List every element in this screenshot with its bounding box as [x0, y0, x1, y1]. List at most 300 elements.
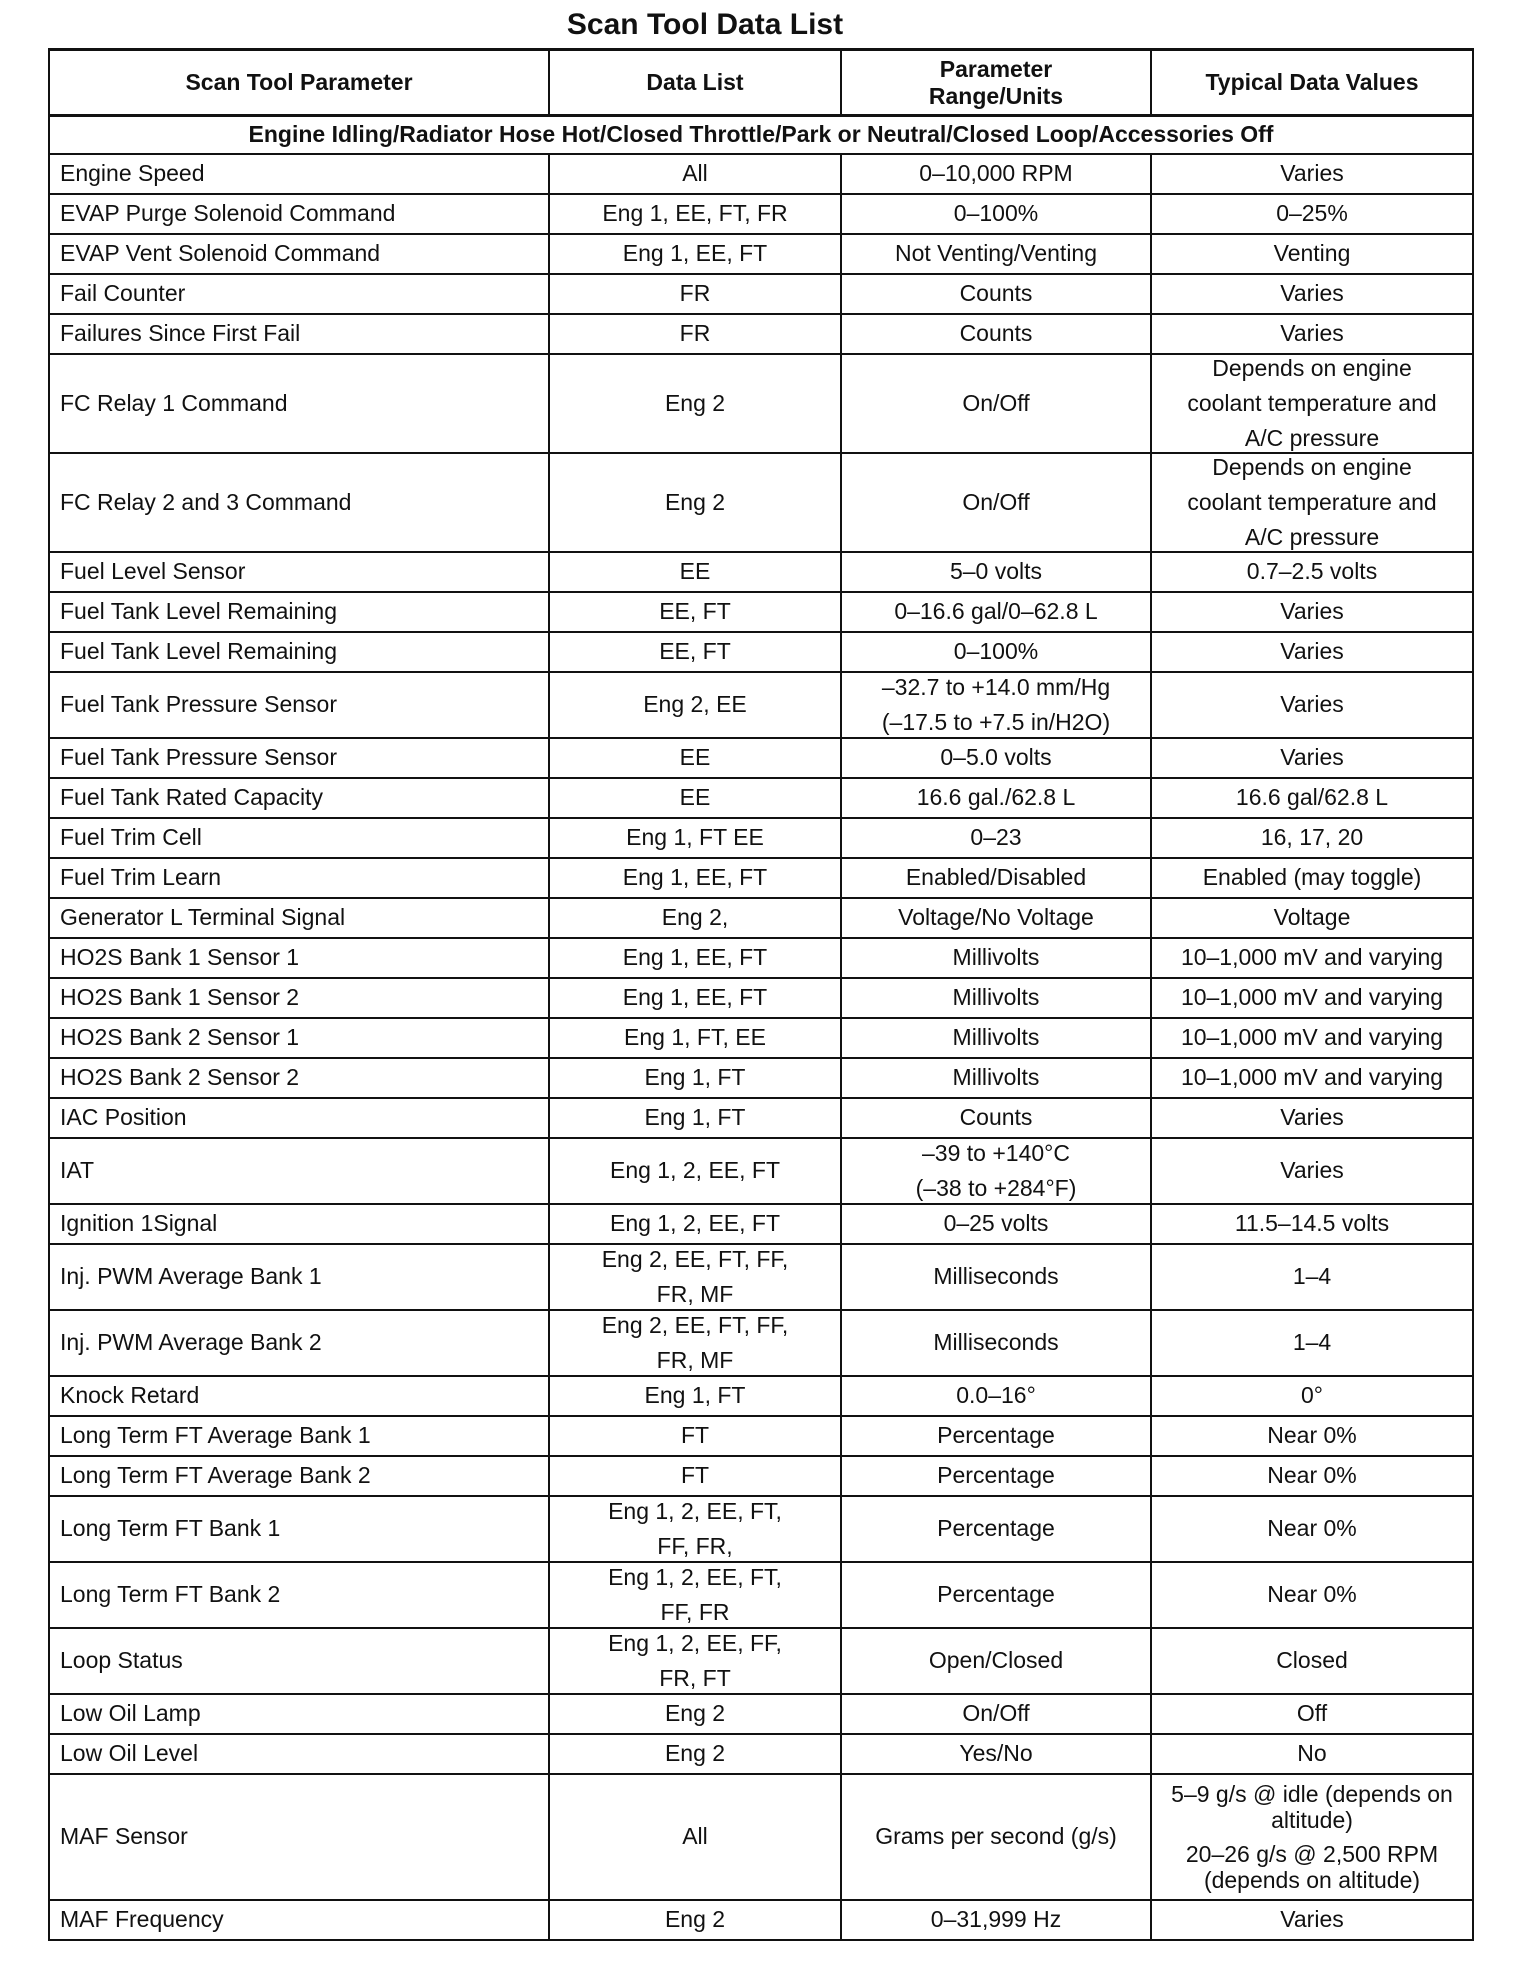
- cell-typical-value-line: coolant temperature and: [1187, 389, 1437, 416]
- cell-parameter: Knock Retard: [49, 1376, 549, 1416]
- table-row: [49, 1058, 1473, 1098]
- cell-typical-value-line: Near 0%: [1267, 1462, 1357, 1488]
- table-row: [49, 552, 1473, 592]
- cell-typical-value: [1151, 898, 1473, 938]
- scan-tool-data-table: [48, 48, 1474, 1941]
- cell-parameter: Long Term FT Average Bank 2: [49, 1456, 549, 1496]
- cell-typical-value-line: Varies: [1280, 691, 1344, 717]
- cell-data-list-line: EE: [679, 558, 711, 584]
- cell-range-units-line: 0–10,000 RPM: [919, 160, 1073, 186]
- cell-range-units: [841, 1456, 1151, 1496]
- cell-data-list-line: FR, MF: [656, 1280, 734, 1307]
- cell-range-units: [841, 632, 1151, 672]
- cell-data-list-line: Eng 1, 2, EE, FT,: [608, 1563, 782, 1590]
- cell-range-units-line: Millivolts: [952, 1024, 1040, 1050]
- table-row: [49, 1098, 1473, 1138]
- cell-typical-value-line: Varies: [1280, 744, 1344, 770]
- cell-range-units: [841, 1774, 1151, 1900]
- cell-data-list-line: Eng 2: [664, 389, 726, 416]
- cell-parameter: HO2S Bank 1 Sensor 2: [49, 978, 549, 1018]
- cell-data-list-line: Eng 2: [664, 1740, 726, 1766]
- cell-data-list: [549, 938, 841, 978]
- cell-data-list: [549, 314, 841, 354]
- cell-range-units: [841, 1416, 1151, 1456]
- cell-data-list-line: Eng 1, EE, FT: [622, 864, 768, 890]
- cell-data-list: [549, 898, 841, 938]
- cell-range-units: [841, 1734, 1151, 1774]
- cell-range-units-line: Millivolts: [952, 984, 1040, 1010]
- cell-range-units-line: Yes/No: [959, 1740, 1033, 1766]
- table-row: [49, 898, 1473, 938]
- cell-data-list-line: FF, FR,: [657, 1532, 733, 1559]
- cell-range-units-line: 0.0–16°: [956, 1382, 1036, 1408]
- cell-range-units: [841, 154, 1151, 194]
- cell-data-list-line: Eng 1, FT: [644, 1104, 746, 1130]
- cell-parameter: Low Oil Level: [49, 1734, 549, 1774]
- cell-typical-value: [1151, 453, 1473, 552]
- cell-parameter: IAC Position: [49, 1098, 549, 1138]
- table-row: [49, 1204, 1473, 1244]
- table-row: [49, 1416, 1473, 1456]
- cell-typical-value-line: 16.6 gal/62.8 L: [1235, 784, 1389, 810]
- cell-typical-value-line: 10–1,000 mV and varying: [1180, 1024, 1444, 1050]
- cell-range-units-line: 0–100%: [953, 200, 1039, 226]
- cell-range-units: [841, 1376, 1151, 1416]
- cell-data-list: [549, 1774, 841, 1900]
- cell-data-list: [549, 978, 841, 1018]
- table-row: [49, 453, 1473, 552]
- cell-data-list-line: FT: [680, 1462, 710, 1488]
- cell-typical-value: [1151, 1628, 1473, 1694]
- cell-typical-value-line: Varies: [1280, 638, 1344, 664]
- cell-data-list-line: FT: [680, 1422, 710, 1448]
- cell-range-units-line: On/Off: [962, 1700, 1030, 1726]
- cell-typical-value-line: 0°: [1301, 1382, 1323, 1408]
- cell-data-list: [549, 1562, 841, 1628]
- cell-range-units: [841, 1204, 1151, 1244]
- cell-data-list: [549, 1018, 841, 1058]
- cell-data-list: [549, 858, 841, 898]
- table-row: [49, 1376, 1473, 1416]
- cell-typical-value: [1151, 978, 1473, 1018]
- cell-range-units-line: (–38 to +284°F): [915, 1174, 1077, 1201]
- cell-data-list-line: Eng 1, EE, FT: [622, 984, 768, 1010]
- table-row: [49, 1774, 1473, 1900]
- cell-parameter: Fuel Trim Learn: [49, 858, 549, 898]
- cell-typical-value-line: coolant temperature and: [1187, 488, 1437, 515]
- table-row: [49, 978, 1473, 1018]
- table-row: [49, 234, 1473, 274]
- cell-typical-value-line: 0.7–2.5 volts: [1246, 558, 1378, 584]
- cell-range-units-line: –32.7 to +14.0 mm/Hg: [881, 673, 1111, 700]
- header-typical-values: Typical Data Values: [1151, 50, 1473, 116]
- cell-data-list: [549, 552, 841, 592]
- cell-range-units-line: Voltage/No Voltage: [898, 904, 1094, 930]
- cell-parameter: Failures Since First Fail: [49, 314, 549, 354]
- cell-parameter: Fuel Tank Pressure Sensor: [49, 738, 549, 778]
- cell-typical-value-line: Varies: [1280, 160, 1344, 186]
- cell-range-units-line: 0–5.0 volts: [940, 744, 1052, 770]
- cell-typical-value: [1151, 1496, 1473, 1562]
- cell-data-list-line: Eng 1, EE, FT, FR: [602, 200, 788, 226]
- cell-data-list: [549, 1628, 841, 1694]
- cell-data-list-line: Eng 1, FT: [644, 1382, 746, 1408]
- cell-range-units: [841, 552, 1151, 592]
- cell-data-list: [549, 1734, 841, 1774]
- cell-parameter: Fuel Tank Level Remaining: [49, 592, 549, 632]
- cell-typical-value-line: Closed: [1276, 1647, 1348, 1673]
- cell-range-units-line: Open/Closed: [928, 1647, 1064, 1673]
- cell-typical-value-line: Varies: [1280, 280, 1344, 306]
- table-row: [49, 1694, 1473, 1734]
- cell-data-list-line: All: [682, 1823, 708, 1849]
- cell-typical-value-line: No: [1297, 1740, 1327, 1766]
- cell-range-units: [841, 234, 1151, 274]
- cell-typical-value-line: Enabled (may toggle): [1202, 864, 1422, 890]
- cell-typical-value: [1151, 818, 1473, 858]
- table-row: [49, 274, 1473, 314]
- table-row: [49, 354, 1473, 453]
- cell-range-units: [841, 354, 1151, 453]
- cell-parameter: EVAP Vent Solenoid Command: [49, 234, 549, 274]
- cell-data-list-line: Eng 2, EE, FT, FF,: [601, 1311, 789, 1338]
- table-row: [49, 1310, 1473, 1376]
- cell-parameter: Ignition 1Signal: [49, 1204, 549, 1244]
- cell-range-units: [841, 1098, 1151, 1138]
- cell-typical-value: [1151, 858, 1473, 898]
- cell-data-list-line: FR: [679, 320, 711, 346]
- cell-data-list-line: Eng 2,: [661, 904, 729, 930]
- cell-range-units: [841, 738, 1151, 778]
- cell-range-units: [841, 1058, 1151, 1098]
- cell-range-units-line: Millivolts: [952, 944, 1040, 970]
- cell-range-units: [841, 672, 1151, 738]
- cell-data-list: [549, 234, 841, 274]
- cell-parameter: Fail Counter: [49, 274, 549, 314]
- cell-typical-value-line: 5–9 g/s @ idle (depends on altitude): [1171, 1780, 1453, 1833]
- cell-typical-value-line: 16, 17, 20: [1260, 824, 1364, 850]
- cell-parameter: Fuel Trim Cell: [49, 818, 549, 858]
- cell-typical-value: [1151, 314, 1473, 354]
- cell-typical-value: [1151, 1774, 1473, 1900]
- cell-typical-value-line: Varies: [1280, 1906, 1344, 1932]
- cell-data-list: [549, 738, 841, 778]
- cell-range-units-line: On/Off: [962, 488, 1030, 515]
- cell-parameter: MAF Sensor: [49, 1774, 549, 1900]
- cell-range-units: [841, 818, 1151, 858]
- cell-range-units-line: Milliseconds: [933, 1263, 1059, 1289]
- cell-typical-value: [1151, 154, 1473, 194]
- page-title: Scan Tool Data List: [566, 8, 844, 41]
- cell-data-list: [549, 354, 841, 453]
- cell-data-list-line: Eng 1, EE, FT: [622, 240, 768, 266]
- cell-range-units: [841, 1628, 1151, 1694]
- cell-typical-value: [1151, 1900, 1473, 1940]
- cell-parameter: Long Term FT Average Bank 1: [49, 1416, 549, 1456]
- cell-typical-value: [1151, 778, 1473, 818]
- cell-range-units-line: 16.6 gal./62.8 L: [916, 784, 1076, 810]
- cell-range-units: [841, 1244, 1151, 1310]
- cell-data-list-line: Eng 1, FT: [644, 1064, 746, 1090]
- cell-typical-value: [1151, 1456, 1473, 1496]
- cell-data-list: [549, 1376, 841, 1416]
- cell-typical-value: [1151, 552, 1473, 592]
- cell-range-units-line: Enabled/Disabled: [905, 864, 1087, 890]
- cell-typical-value: [1151, 1138, 1473, 1204]
- cell-typical-value-line: Varies: [1280, 320, 1344, 346]
- cell-range-units: [841, 858, 1151, 898]
- cell-data-list-line: Eng 1, FT, EE: [624, 1024, 766, 1050]
- cell-typical-value: [1151, 1018, 1473, 1058]
- cell-range-units-line: 0–100%: [953, 638, 1039, 664]
- cell-range-units-line: Percentage: [937, 1515, 1055, 1541]
- header-range-line2: Range/Units: [928, 82, 1064, 109]
- cell-typical-value: [1151, 1310, 1473, 1376]
- cell-data-list: [549, 1694, 841, 1734]
- cell-data-list-line: Eng 1, FT EE: [626, 824, 764, 850]
- cell-typical-value-line: Near 0%: [1267, 1515, 1357, 1541]
- cell-data-list-line: Eng 1, 2, EE, FF,: [608, 1629, 782, 1656]
- cell-typical-value-line: A/C pressure: [1244, 424, 1380, 451]
- cell-range-units: [841, 1694, 1151, 1734]
- cell-range-units: [841, 274, 1151, 314]
- cell-data-list-line: Eng 2: [664, 1700, 726, 1726]
- cell-typical-value: [1151, 274, 1473, 314]
- cell-range-units: [841, 1562, 1151, 1628]
- table-row: [49, 778, 1473, 818]
- table-row: [49, 818, 1473, 858]
- cell-parameter: Long Term FT Bank 1: [49, 1496, 549, 1562]
- cell-parameter: Fuel Tank Rated Capacity: [49, 778, 549, 818]
- cell-typical-value: [1151, 938, 1473, 978]
- cell-data-list-line: EE: [679, 784, 711, 810]
- cell-typical-value-line: Voltage: [1273, 904, 1351, 930]
- cell-range-units-line: Counts: [959, 1104, 1033, 1130]
- table-header: [49, 50, 1473, 116]
- cell-typical-value-line: Off: [1296, 1700, 1328, 1726]
- table-body: [49, 116, 1473, 1940]
- cell-range-units-line: 0–31,999 Hz: [930, 1906, 1062, 1932]
- table-row: [49, 1244, 1473, 1310]
- cell-typical-value-line: Varies: [1280, 1157, 1344, 1183]
- cell-data-list-line: EE, FT: [659, 638, 731, 664]
- cell-data-list-line: Eng 2: [664, 488, 726, 515]
- cell-typical-value: [1151, 354, 1473, 453]
- cell-typical-value-line: 20–26 g/s @ 2,500 RPM (depends on altitude): [1185, 1840, 1439, 1893]
- table-row: [49, 314, 1473, 354]
- cell-data-list-line: Eng 1, 2, EE, FT,: [608, 1497, 782, 1524]
- table-row: [49, 1562, 1473, 1628]
- cell-data-list-line: Eng 1, 2, EE, FT: [609, 1157, 781, 1183]
- cell-typical-value: [1151, 1204, 1473, 1244]
- table-row: [49, 738, 1473, 778]
- cell-parameter: HO2S Bank 2 Sensor 2: [49, 1058, 549, 1098]
- table-row: [49, 592, 1473, 632]
- cell-range-units: [841, 1496, 1151, 1562]
- table-row: [49, 938, 1473, 978]
- cell-range-units-line: 0–25 volts: [943, 1210, 1049, 1236]
- cell-parameter: HO2S Bank 2 Sensor 1: [49, 1018, 549, 1058]
- cell-range-units: [841, 898, 1151, 938]
- header-data-list: Data List: [549, 50, 841, 116]
- cell-parameter: FC Relay 1 Command: [49, 354, 549, 453]
- cell-parameter: EVAP Purge Solenoid Command: [49, 194, 549, 234]
- cell-parameter: Fuel Tank Pressure Sensor: [49, 672, 549, 738]
- cell-typical-value: [1151, 1416, 1473, 1456]
- cell-range-units: [841, 1310, 1151, 1376]
- cell-typical-value-line: Near 0%: [1267, 1581, 1357, 1607]
- cell-range-units-line: 5–0 volts: [949, 558, 1043, 584]
- cell-data-list: [549, 194, 841, 234]
- cell-data-list: [549, 1456, 841, 1496]
- cell-data-list-line: FR, MF: [656, 1346, 734, 1373]
- header-range-units: [841, 50, 1151, 116]
- cell-data-list: [549, 1496, 841, 1562]
- cell-data-list: [549, 1900, 841, 1940]
- cell-data-list: [549, 1058, 841, 1098]
- cell-range-units-line: Not Venting/Venting: [894, 240, 1098, 266]
- cell-data-list-line: EE: [679, 744, 711, 770]
- cell-typical-value-line: 10–1,000 mV and varying: [1180, 984, 1444, 1010]
- cell-range-units-line: Milliseconds: [933, 1329, 1059, 1355]
- cell-range-units: [841, 1018, 1151, 1058]
- cell-range-units: [841, 592, 1151, 632]
- cell-typical-value: [1151, 632, 1473, 672]
- cell-data-list-line: Eng 2, EE, FT, FF,: [601, 1245, 789, 1272]
- cell-data-list: [549, 1310, 841, 1376]
- cell-range-units-line: Counts: [959, 320, 1033, 346]
- cell-range-units-line: –39 to +140°C: [922, 1139, 1070, 1166]
- cell-range-units-line: Counts: [959, 280, 1033, 306]
- cell-parameter: Generator L Terminal Signal: [49, 898, 549, 938]
- cell-typical-value-line: 11.5–14.5 volts: [1234, 1210, 1390, 1236]
- cell-parameter: Loop Status: [49, 1628, 549, 1694]
- cell-parameter: Fuel Tank Level Remaining: [49, 632, 549, 672]
- cell-typical-value: [1151, 1098, 1473, 1138]
- cell-range-units-line: Percentage: [937, 1462, 1055, 1488]
- cell-data-list-line: FR: [679, 280, 711, 306]
- cell-typical-value-line: Near 0%: [1267, 1422, 1357, 1448]
- cell-typical-value: [1151, 234, 1473, 274]
- table-row: [49, 672, 1473, 738]
- table-row: [49, 632, 1473, 672]
- cell-data-list-line: Eng 1, 2, EE, FT: [609, 1210, 781, 1236]
- cell-typical-value: [1151, 1376, 1473, 1416]
- cell-data-list: [549, 818, 841, 858]
- table-row: [49, 194, 1473, 234]
- section-row: [49, 116, 1473, 154]
- cell-data-list: [549, 453, 841, 552]
- cell-range-units: [841, 778, 1151, 818]
- cell-parameter: MAF Frequency: [49, 1900, 549, 1940]
- table-row: [49, 1496, 1473, 1562]
- cell-data-list: [549, 1138, 841, 1204]
- cell-typical-value-line: 10–1,000 mV and varying: [1180, 1064, 1444, 1090]
- cell-data-list-line: Eng 2: [664, 1906, 726, 1932]
- cell-data-list-line: FR, FT: [659, 1664, 731, 1691]
- cell-typical-value: [1151, 1058, 1473, 1098]
- cell-typical-value: [1151, 1734, 1473, 1774]
- cell-typical-value: [1151, 194, 1473, 234]
- cell-data-list-line: Eng 2, EE: [643, 691, 747, 717]
- cell-typical-value-line: Depends on engine: [1212, 354, 1412, 381]
- cell-data-list: [549, 1098, 841, 1138]
- cell-range-units: [841, 314, 1151, 354]
- cell-range-units-line: On/Off: [962, 389, 1030, 416]
- cell-data-list-line: All: [682, 160, 708, 186]
- cell-parameter: FC Relay 2 and 3 Command: [49, 453, 549, 552]
- table-row: [49, 1018, 1473, 1058]
- cell-parameter: Inj. PWM Average Bank 1: [49, 1244, 549, 1310]
- cell-typical-value-line: 0–25%: [1276, 200, 1348, 226]
- cell-range-units-line: (–17.5 to +7.5 in/H2O): [881, 708, 1111, 735]
- cell-parameter: Engine Speed: [49, 154, 549, 194]
- cell-range-units: [841, 1138, 1151, 1204]
- cell-typical-value: [1151, 672, 1473, 738]
- table-row: [49, 1138, 1473, 1204]
- cell-parameter: Inj. PWM Average Bank 2: [49, 1310, 549, 1376]
- cell-range-units: [841, 194, 1151, 234]
- cell-typical-value-line: Depends on engine: [1212, 453, 1412, 480]
- cell-typical-value-line: Varies: [1280, 1104, 1344, 1130]
- cell-range-units-line: 0–16.6 gal/0–62.8 L: [894, 598, 1098, 624]
- cell-data-list-line: FF, FR: [660, 1598, 730, 1625]
- cell-data-list: [549, 154, 841, 194]
- cell-typical-value: [1151, 592, 1473, 632]
- cell-typical-value-line: 10–1,000 mV and varying: [1180, 944, 1444, 970]
- cell-data-list: [549, 274, 841, 314]
- section-condition: Engine Idling/Radiator Hose Hot/Closed Throttle/Park or Neutral/Closed Loop/Accessories Off: [49, 116, 1473, 154]
- header-parameter: Scan Tool Parameter: [49, 50, 549, 116]
- table-row: [49, 1900, 1473, 1940]
- cell-data-list-line: Eng 1, EE, FT: [622, 944, 768, 970]
- header-range-line1: Parameter: [939, 55, 1053, 82]
- cell-parameter: Long Term FT Bank 2: [49, 1562, 549, 1628]
- cell-data-list: [549, 778, 841, 818]
- cell-typical-value: [1151, 1694, 1473, 1734]
- cell-range-units-line: Percentage: [937, 1422, 1055, 1448]
- table-row: [49, 1456, 1473, 1496]
- table-row: [49, 1734, 1473, 1774]
- cell-data-list-line: EE, FT: [659, 598, 731, 624]
- cell-typical-value: [1151, 1244, 1473, 1310]
- cell-range-units-line: Grams per second (g/s): [875, 1823, 1117, 1849]
- cell-data-list: [549, 1204, 841, 1244]
- cell-range-units-line: Percentage: [937, 1581, 1055, 1607]
- cell-parameter: IAT: [49, 1138, 549, 1204]
- cell-parameter: HO2S Bank 1 Sensor 1: [49, 938, 549, 978]
- cell-typical-value-line: 1–4: [1292, 1329, 1332, 1355]
- cell-typical-value-line: 1–4: [1292, 1263, 1332, 1289]
- cell-parameter: Low Oil Lamp: [49, 1694, 549, 1734]
- cell-typical-value-line: Varies: [1280, 598, 1344, 624]
- cell-data-list: [549, 1416, 841, 1456]
- table-row: [49, 858, 1473, 898]
- cell-range-units-line: 0–23: [970, 824, 1022, 850]
- cell-typical-value: [1151, 738, 1473, 778]
- cell-range-units: [841, 1900, 1151, 1940]
- table-row: [49, 154, 1473, 194]
- cell-typical-value: [1151, 1562, 1473, 1628]
- table-row: [49, 1628, 1473, 1694]
- cell-parameter: Fuel Level Sensor: [49, 552, 549, 592]
- cell-data-list: [549, 632, 841, 672]
- cell-data-list: [549, 1244, 841, 1310]
- cell-data-list: [549, 592, 841, 632]
- cell-range-units: [841, 453, 1151, 552]
- cell-typical-value-line: A/C pressure: [1244, 523, 1380, 550]
- cell-range-units: [841, 978, 1151, 1018]
